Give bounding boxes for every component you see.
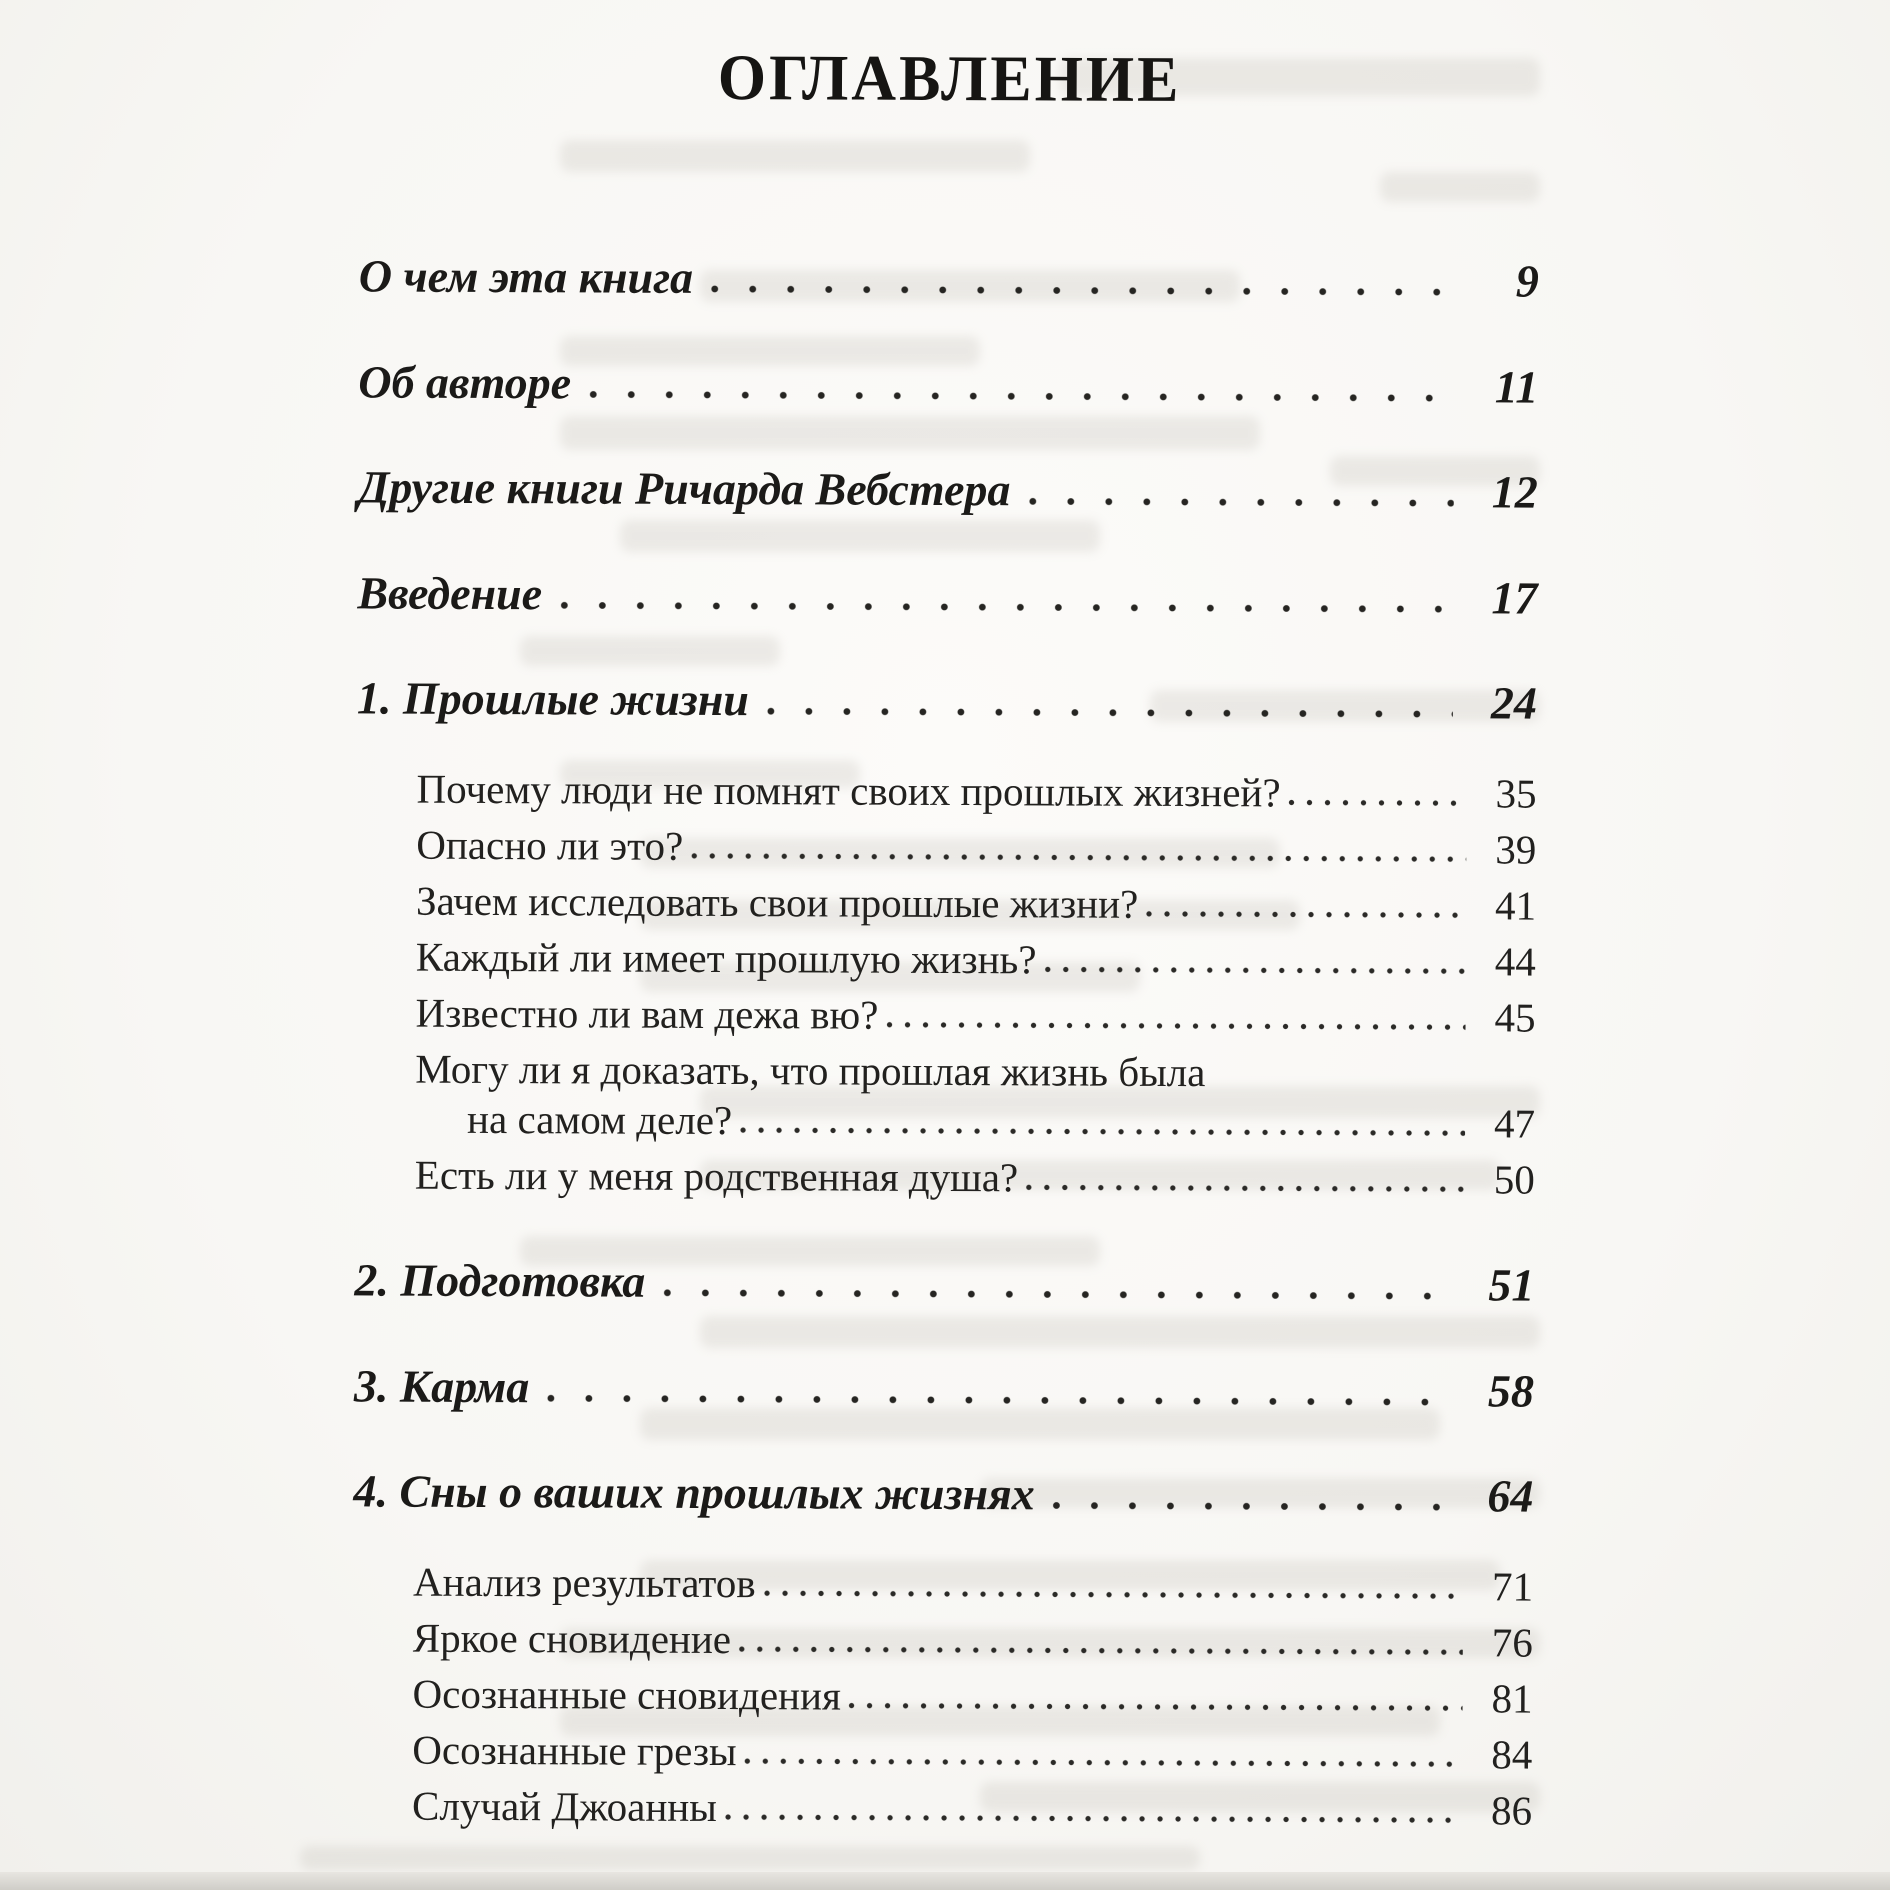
toc-entry [356, 763, 1536, 818]
leader-dots [663, 1289, 1450, 1300]
page-number: 44 [1494, 938, 1536, 985]
page-number: 45 [1494, 994, 1536, 1041]
toc-entry [353, 1462, 1533, 1525]
leader-dots [560, 601, 1453, 613]
page-title: ОГЛАВЛЕНИЕ [717, 42, 1182, 116]
toc-entry [357, 670, 1537, 733]
toc-entry [356, 875, 1536, 930]
page-number: 50 [1493, 1156, 1535, 1203]
leader-dots [711, 285, 1455, 296]
page-number: 64 [1487, 1470, 1534, 1522]
leader-dots [764, 1589, 1463, 1600]
toc-entry [355, 987, 1535, 1042]
leader-dots [589, 390, 1454, 402]
leader-dots [691, 852, 1466, 863]
toc-entry [353, 1612, 1533, 1667]
toc-entry [352, 1668, 1532, 1723]
page-number: 17 [1491, 572, 1538, 624]
toc-entry-label: Известно ли вам дежа вю? [415, 989, 879, 1038]
page-number: 81 [1491, 1674, 1533, 1722]
toc-entry [352, 1724, 1532, 1779]
leader-dots [739, 1645, 1463, 1656]
toc-entry [355, 1093, 1535, 1148]
leader-dots [1028, 498, 1453, 508]
toc-entry-label: Осознанные грезы [412, 1726, 737, 1774]
page-number: 35 [1495, 770, 1537, 817]
toc-entry-label: Опасно ли это? [416, 821, 684, 869]
leader-dots [745, 1757, 1463, 1768]
page-number: 24 [1490, 677, 1538, 729]
toc-entry [357, 564, 1537, 627]
leader-dots [547, 1394, 1450, 1406]
toc-entry-label: Об авторе [358, 356, 572, 409]
toc-entry [356, 931, 1536, 986]
leader-dots [886, 1021, 1465, 1032]
leader-dots [1026, 1183, 1465, 1193]
page-number: 51 [1488, 1259, 1535, 1311]
page-number: 58 [1487, 1364, 1535, 1417]
toc-entry-label: Введение [357, 567, 543, 620]
toc-entry [352, 1780, 1532, 1835]
toc-list [352, 248, 1539, 1835]
page-number: 11 [1494, 361, 1539, 413]
toc-entry-label: Осознанные сновидения [412, 1670, 841, 1719]
toc-entry-label: Почему люди не помнят своих прошлых жизней? [416, 765, 1281, 816]
toc-entry-label: 2. Подготовка [354, 1254, 646, 1307]
toc-entry-label: на самом деле? [467, 1095, 733, 1144]
page-number: 71 [1491, 1562, 1534, 1610]
scan-edge-shadow [0, 1872, 1890, 1890]
toc-entry-label: 4. Сны о ваших прошлых жизнях [353, 1465, 1035, 1520]
toc-entry [354, 1357, 1534, 1420]
leader-dots [1289, 798, 1467, 807]
toc-entry-label: 3. Карма [353, 1359, 530, 1412]
toc-entry [358, 353, 1538, 416]
leader-dots [1053, 1501, 1450, 1511]
toc-entry-label: Могу ли я доказать, что прошлая жизнь была [415, 1045, 1206, 1096]
toc-entry [356, 819, 1536, 874]
leader-dots [849, 1701, 1463, 1712]
table-of-contents [352, 0, 1540, 1835]
toc-entry [354, 1251, 1534, 1314]
leader-dots [1044, 965, 1465, 975]
toc-entry [355, 1149, 1535, 1204]
page-number: 41 [1494, 882, 1537, 929]
leader-dots [767, 708, 1453, 719]
toc-entry-label: Каждый ли имеет прошлую жизнь? [415, 933, 1037, 983]
page-number: 12 [1491, 466, 1538, 518]
page-number: 84 [1491, 1730, 1533, 1778]
page-number: 76 [1491, 1618, 1533, 1666]
toc-entry-label: Другие книги Ричарда Вебстера [357, 461, 1011, 516]
toc-entry-label: 1. Прошлые жизни [356, 672, 750, 726]
page-number: 47 [1494, 1100, 1536, 1147]
toc-entry [358, 459, 1538, 522]
toc-entry [355, 1043, 1535, 1098]
page-number: 9 [1515, 255, 1539, 307]
toc-entry [353, 1556, 1533, 1611]
page-number: 39 [1495, 826, 1537, 873]
leader-dots [740, 1126, 1465, 1137]
leader-dots [1146, 910, 1466, 919]
toc-entry-label: Анализ результатов [412, 1558, 756, 1606]
toc-entry-label: Зачем исследовать свои прошлые жизни? [415, 877, 1139, 927]
toc-entry-label: Случай Джоанны [412, 1782, 717, 1830]
toc-entry-label: Яркое сновидение [412, 1614, 732, 1662]
bleed-through-smudge [300, 1846, 1200, 1870]
page-number: 86 [1491, 1786, 1533, 1834]
toc-entry [359, 248, 1539, 311]
leader-dots [725, 1813, 1462, 1824]
toc-entry-label: Есть ли у меня родственная душа? [414, 1151, 1019, 1201]
toc-entry-label: О чем эта книга [358, 250, 694, 304]
